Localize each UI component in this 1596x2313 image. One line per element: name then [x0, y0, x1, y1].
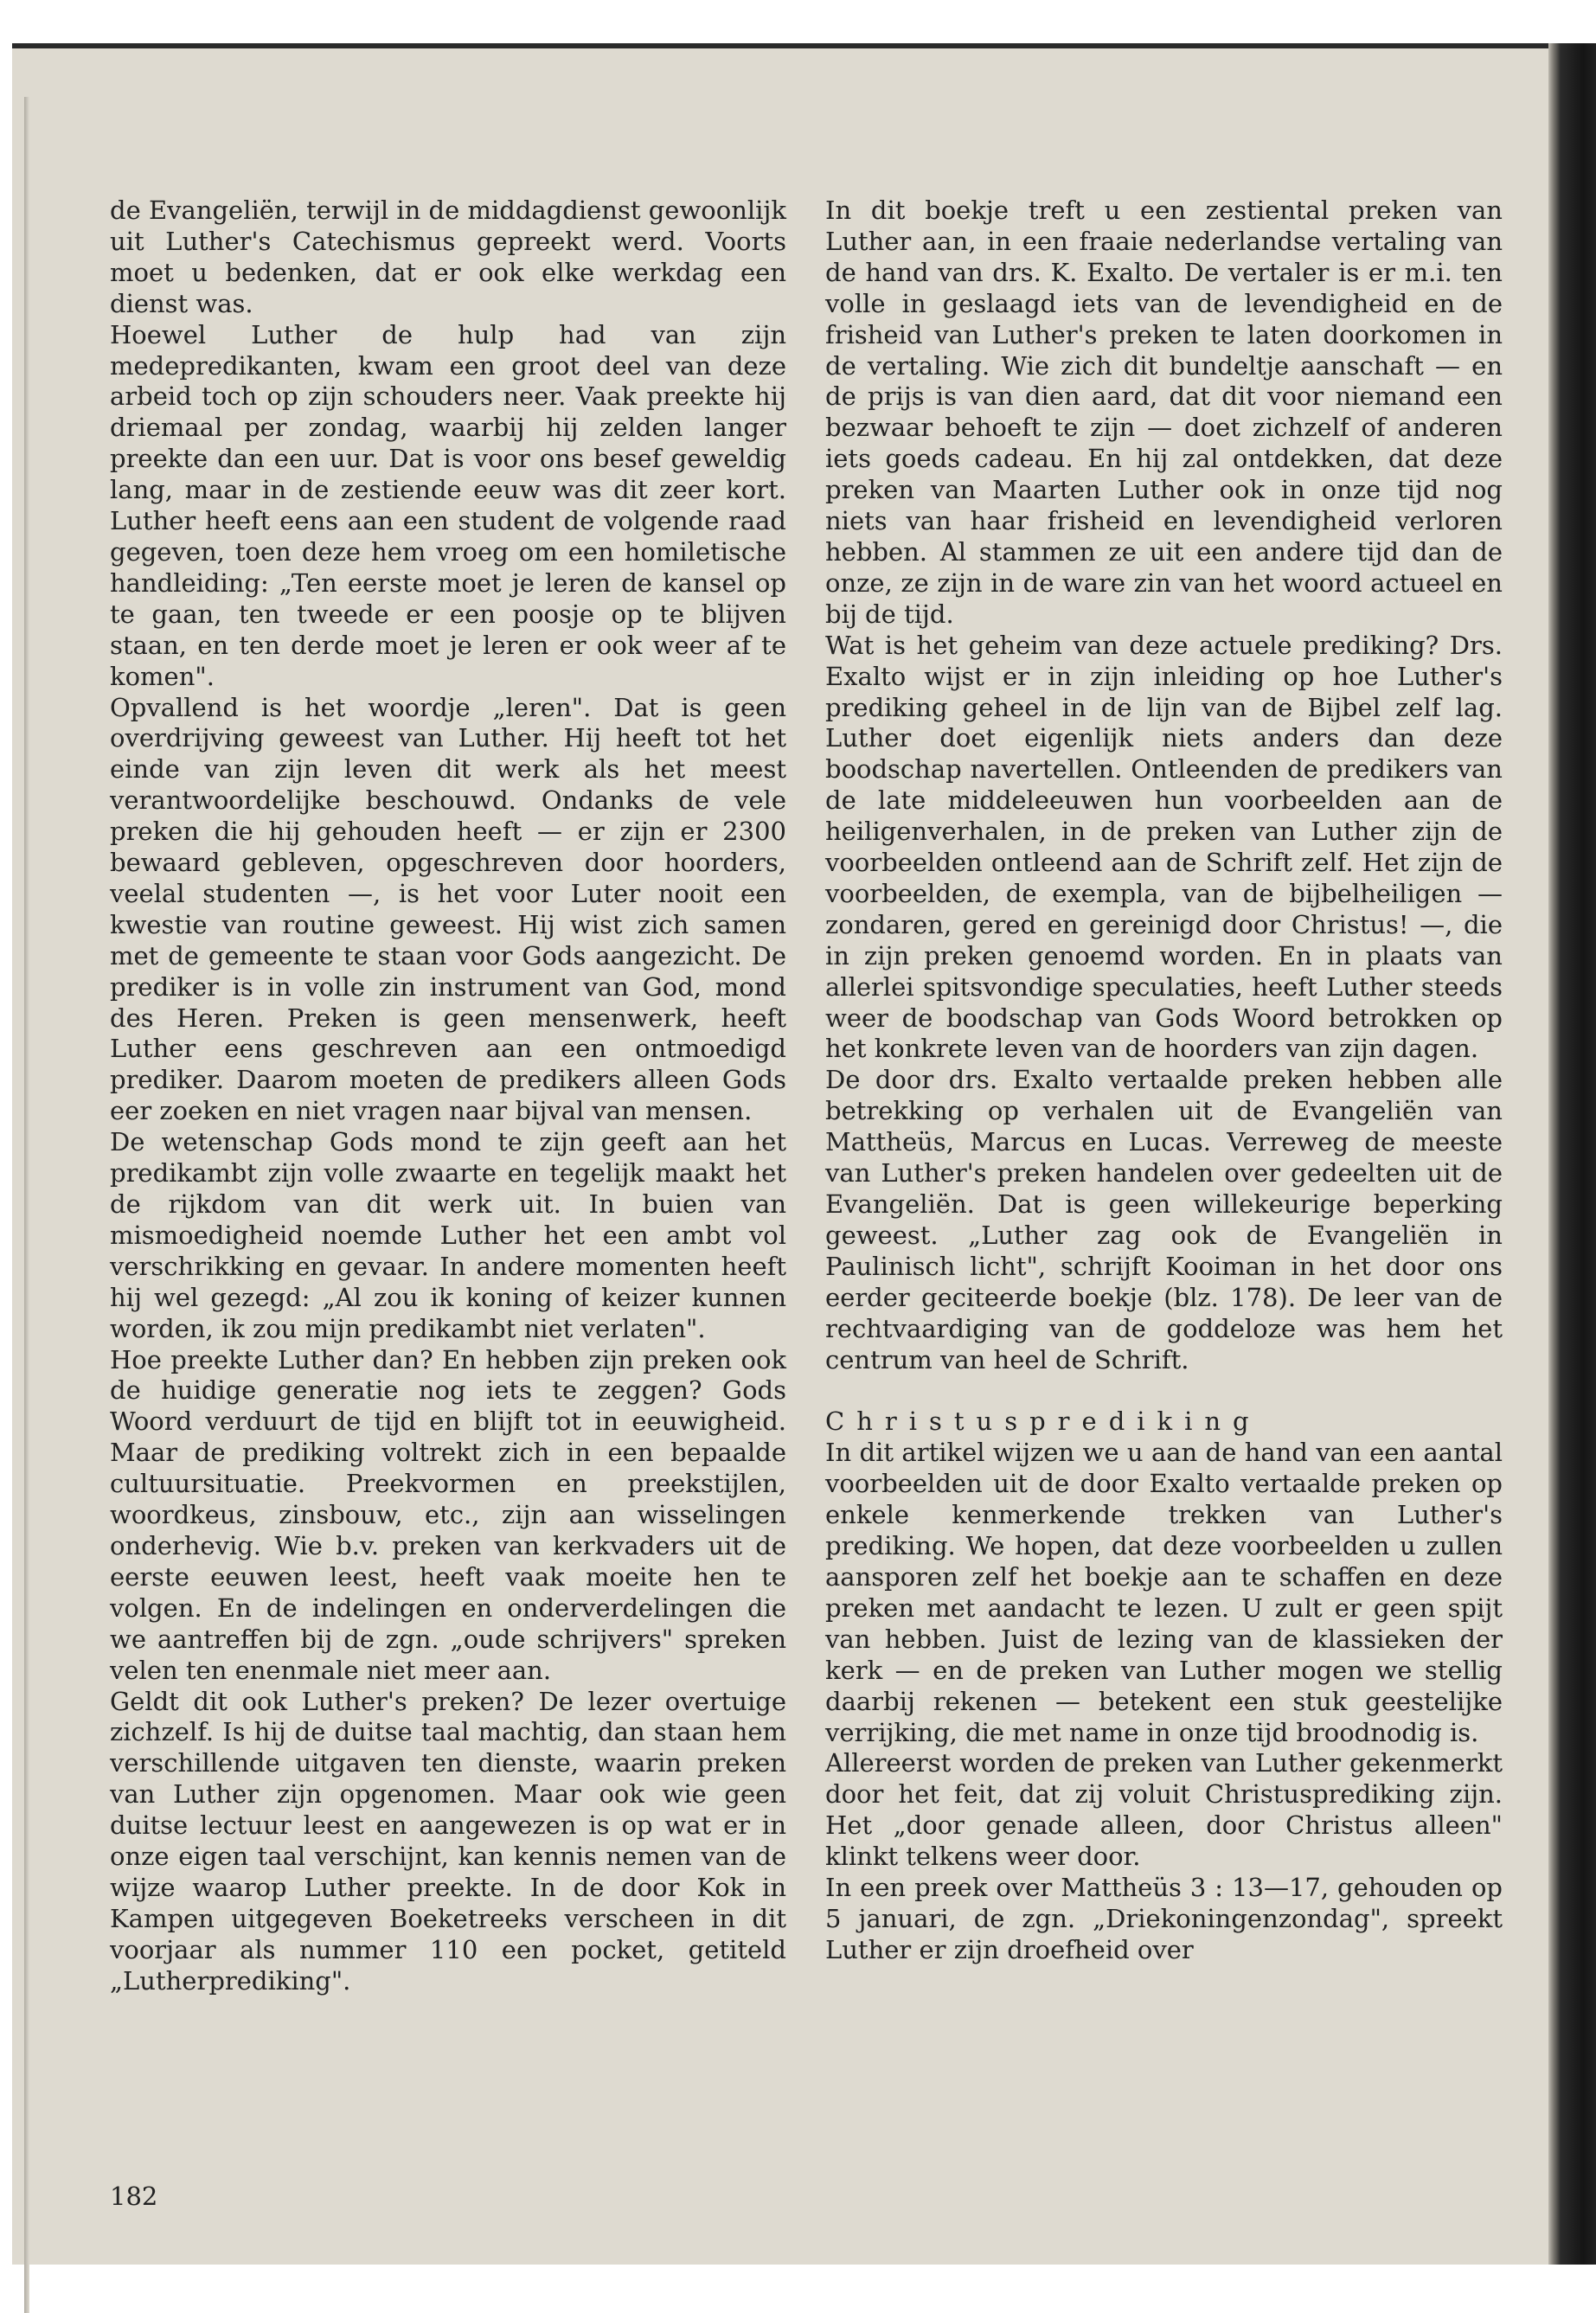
paragraph: In dit boekje treft u een zestiental preken van Luther aan, in een fraaie nederlandse vertaling van de hand van drs. K. Exalto. De vertaler is er m.i. ten volle in geslaagd iets van de levendigheid en de frisheid van Luther's preken te laten doorkomen in de vertaling. Wie zich dit bundeltje aanschaft — en de prijs is van dien aard, dat dit voor niemand een bezwaar behoeft te zijn — doet zichzelf of anderen iets goeds cadeau. En hij zal ontdekken, dat deze preken van Maarten Luther ook in onze tijd nog niets van haar frisheid en levendigheid verloren hebben. Al stammen ze uit een andere tijd dan de onze, ze zijn in de ware zin van het woord actueel en bij de tijd.: [825, 195, 1503, 629]
paragraph: Hoe preekte Luther dan? En hebben zijn preken ook de huidige generatie nog iets te zeggen? Gods Woord verduurt de tijd en blijft tot in eeuwigheid. Maar de prediking voltrekt zich in een bepaalde cultuursituatie. Preekvormen en preekstijlen, woordkeus, zinsbouw, etc., zijn aan wisselingen onderhevig. Wie b.v. preken van kerkvaders uit de eerste eeuwen leest, heeft vaak moeite hen te volgen. En de indelingen en onderverdelingen die we aantreffen bij de zgn. „oude schrijvers" spreken velen ten enenmale niet meer aan.: [110, 1344, 786, 1685]
paragraph: Geldt dit ook Luther's preken? De lezer overtuige zichzelf. Is hij de duitse taal machtig, dan staan hem verschillende uitgaven ten dienste, waarin preken van Luther zijn opgenomen. Maar ook wie geen duitse lectuur leest en aangewezen is op wat er in onze eigen taal verschijnt, kan kennis nemen van de wijze waarop Luther preekte. In de door Kok in Kampen uitgegeven Boeketreeks verscheen in dit voorjaar als nummer 110 een pocket, getiteld „Lutherprediking".: [110, 1686, 786, 1996]
right-text-column: [825, 195, 1503, 1966]
paragraph: De door drs. Exalto vertaalde preken hebben alle betrekking op verhalen uit de Evangeliën van Mattheüs, Marcus en Lucas. Verreweg de meeste van Luther's preken handelen over gedeelten uit de Evangeliën. Dat is geen willekeurige beperking geweest. „Luther zag ook de Evangeliën in Paulinisch licht", schrijft Kooiman in het door ons eerder geciteerde boekje (blz. 178). De leer van de rechtvaardiging van de goddeloze was hem het centrum van heel de Schrift.: [825, 1065, 1503, 1374]
paragraph: Allereerst worden de preken van Luther gekenmerkt door het feit, dat zij voluit Christusprediking zijn. Het „door genade alleen, door Christus alleen" klinkt telkens weer door.: [825, 1748, 1503, 1872]
paragraph: Hoewel Luther de hulp had van zijn medepredikanten, kwam een groot deel van deze arbeid toch op zijn schouders neer. Vaak preekte hij driemaal per zondag, waarbij hij zelden langer preekte dan een uur. Dat is voor ons besef geweldig lang, maar in de zestiende eeuw was dit zeer kort. Luther heeft eens aan een student de volgende raad gegeven, toen deze hem vroeg om een homiletische handleiding: „Ten eerste moet je leren de kansel op te gaan, ten tweede er een poosje op te blijven staan, en ten derde moet je leren er ook weer af te komen".: [110, 319, 786, 691]
paragraph: In een preek over Mattheüs 3 : 13—17, gehouden op 5 januari, de zgn. „Driekoningenzondag", spreekt Luther er zijn droefheid over: [825, 1873, 1503, 1964]
paragraph: De wetenschap Gods mond te zijn geeft aan het predikambt zijn volle zwaarte en tegelijk maakt het de rijkdom van dit werk uit. In buien van mismoedigheid noemde Luther het een ambt vol verschrikking en gevaar. In andere momenten heeft hij wel gezegd: „Al zou ik koning of keizer kunnen worden, ik zou mijn predikambt niet verlaten".: [110, 1127, 786, 1343]
paragraph: In dit artikel wijzen we u aan de hand van een aantal voorbeelden uit de door Exalto vertaalde preken op enkele kenmerkende trekken van Luther's prediking. We hopen, dat deze voorbeelden u zullen aansporen zelf het boekje aan te schaffen en deze preken met aandacht te lezen. U zult er geen spijt van hebben. Juist de lezing van de klassieken der kerk — en de preken van Luther mogen we stellig daarbij rekenen — betekent een stuk geestelijke verrijking, die met name in onze tijd broodnodig is.: [825, 1438, 1503, 1747]
book-page: [12, 43, 1565, 2265]
section-heading: Christusprediking: [825, 1406, 1261, 1437]
page-fold-shadow: [24, 97, 29, 2313]
page-number: 182: [110, 2182, 158, 2211]
book-spine-edge: [1548, 43, 1596, 2265]
paragraph: Wat is het geheim van deze actuele prediking? Drs. Exalto wijst er in zijn inleiding op hoe Luther's prediking geheel in de lijn van de Bijbel zelf lag. Luther doet eigenlijk niets anders dan deze boodschap navertellen. Ontleenden de predikers van de late middeleeuwen hun voorbeelden aan de heiligenverhalen, in de preken van Luther zijn de voorbeelden ontleend aan de Schrift zelf. Het zijn de voorbeelden, de exempla, van de bijbelheiligen — zondaren, gered en gereinigd door Christus! —, die in zijn preken genoemd worden. En in plaats van allerlei spitsvondige speculaties, heeft Luther steeds weer de boodschap van Gods Woord betrokken op het konkrete leven van de hoorders van zijn dagen.: [825, 630, 1503, 1064]
left-text-column: [110, 195, 786, 1997]
paragraph: Opvallend is het woordje „leren". Dat is geen overdrijving geweest van Luther. Hij heeft tot het einde van zijn leven dit werk als het meest verantwoordelijke beschouwd. Ondanks de vele preken die hij gehouden heeft — er zijn er 2300 bewaard gebleven, opgeschreven door hoorders, veelal studenten —, is het voor Luter nooit een kwestie van routine geweest. Hij wist zich samen met de gemeente te staan voor Gods aangezicht. De prediker is in volle zin instrument van God, mond des Heren. Preken is geen mensenwerk, heeft Luther eens geschreven aan een ontmoedigd prediker. Daarom moeten de predikers alleen Gods eer zoeken en niet vragen naar bijval van mensen.: [110, 692, 786, 1126]
paragraph: de Evangeliën, terwijl in de middagdienst gewoonlijk uit Luther's Catechismus gepreekt werd. Voorts moet u bedenken, dat er ook elke werkdag een dienst was.: [110, 195, 786, 318]
